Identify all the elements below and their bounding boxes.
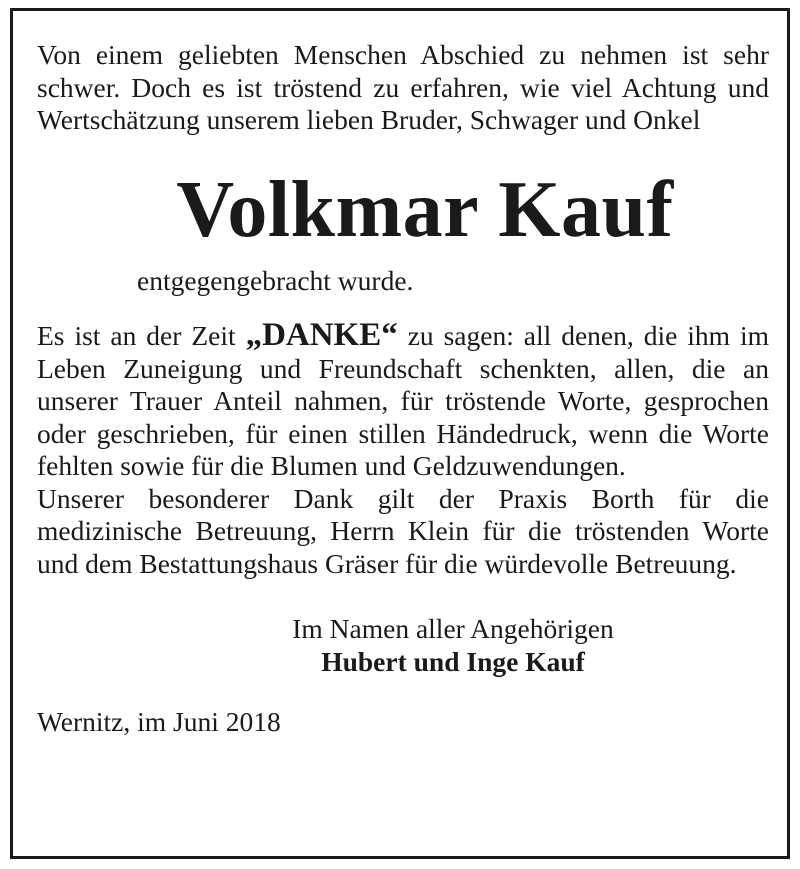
signature-block [37,612,769,678]
deceased-name: Volkmar Kauf [176,165,674,254]
intro-end: entgegengebracht wurde. [137,264,414,296]
thanks-after: zu sagen: all denen, die ihm im Leben Zuneigung und Freundschaft schenkten, allen, die an unserer Trauer Anteil nahmen, für tröstende Worte, gesprochen oder geschrieben, für einen stillen Händedruck, wenn die Worte fehlten sowie für die Blumen und Geldzuwendungen. [37,320,769,481]
special-thanks-paragraph: Unserer besonderer Dank gilt der Praxis Borth für die medizinische Betreuung, Herrn Klein für die tröstenden Worte und dem Bestattungshaus Gräser für die würdevolle Betreuung. [37,482,769,579]
place-date: Wernitz, im Juni 2018 [37,706,281,737]
signature-names: Hubert und Inge Kauf [321,646,585,677]
notice-content [37,39,769,739]
intro-paragraph: Von einem geliebten Menschen Abschied zu nehmen ist sehr schwer. Doch es ist tröstend zu erfahren, wie viel Achtung und Wertschätzung unserem lieben Bruder, Schwager und Onkel [37,39,769,135]
thanks-before: Es ist an der Zeit [37,320,246,351]
thanks-paragraph [37,319,769,483]
notice-border [10,8,790,859]
danke-word: „DANKE“ [245,317,398,353]
signature-line: Im Namen aller Angehörigen [292,613,614,644]
